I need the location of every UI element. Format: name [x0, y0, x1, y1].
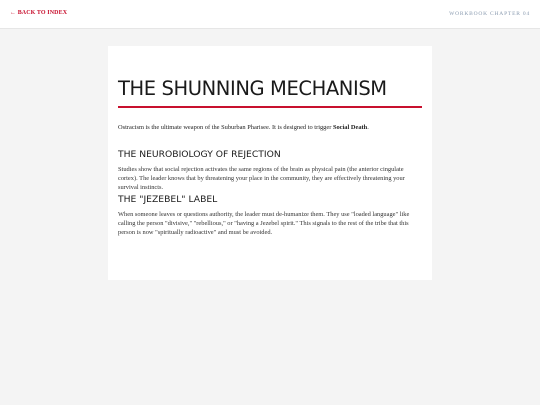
section-heading-neurobiology: THE NEUROBIOLOGY OF REJECTION: [118, 149, 281, 160]
intro-end: .: [367, 124, 369, 131]
section-body-neurobiology: Studies show that social rejection activates the same regions of the brain as physical pain (the anterior cingulate cortex). The leader knows that by threatening your place in the community, they are effectively threatening your survival instincts.: [118, 166, 405, 191]
back-to-index-link[interactable]: ← BACK TO INDEX: [10, 10, 68, 16]
intro-emphasis: Social Death: [332, 124, 368, 131]
intro-text: Ostracism is the ultimate weapon of the Suburban Pharisee. It is designed to trigger: [118, 124, 333, 131]
chapter-label: WORKBOOK CHAPTER 04: [449, 11, 530, 17]
section-body-jezebel: When someone leaves or questions authority, the leader must de-humanize them. They use "loaded language" like calling the person "divisive," "rebellious," or "having a Jezebel spirit." This signals to the rest of the tribe that this person is now "spiritually radioactive" and must be avoided.: [118, 211, 410, 236]
title-divider: [118, 106, 422, 108]
section-heading-jezebel: THE "JEZEBEL" LABEL: [118, 194, 218, 205]
top-bar: [0, 0, 540, 29]
article-card: [108, 46, 432, 280]
intro-paragraph: [118, 123, 422, 132]
page-title: THE SHUNNING MECHANISM: [118, 77, 387, 100]
